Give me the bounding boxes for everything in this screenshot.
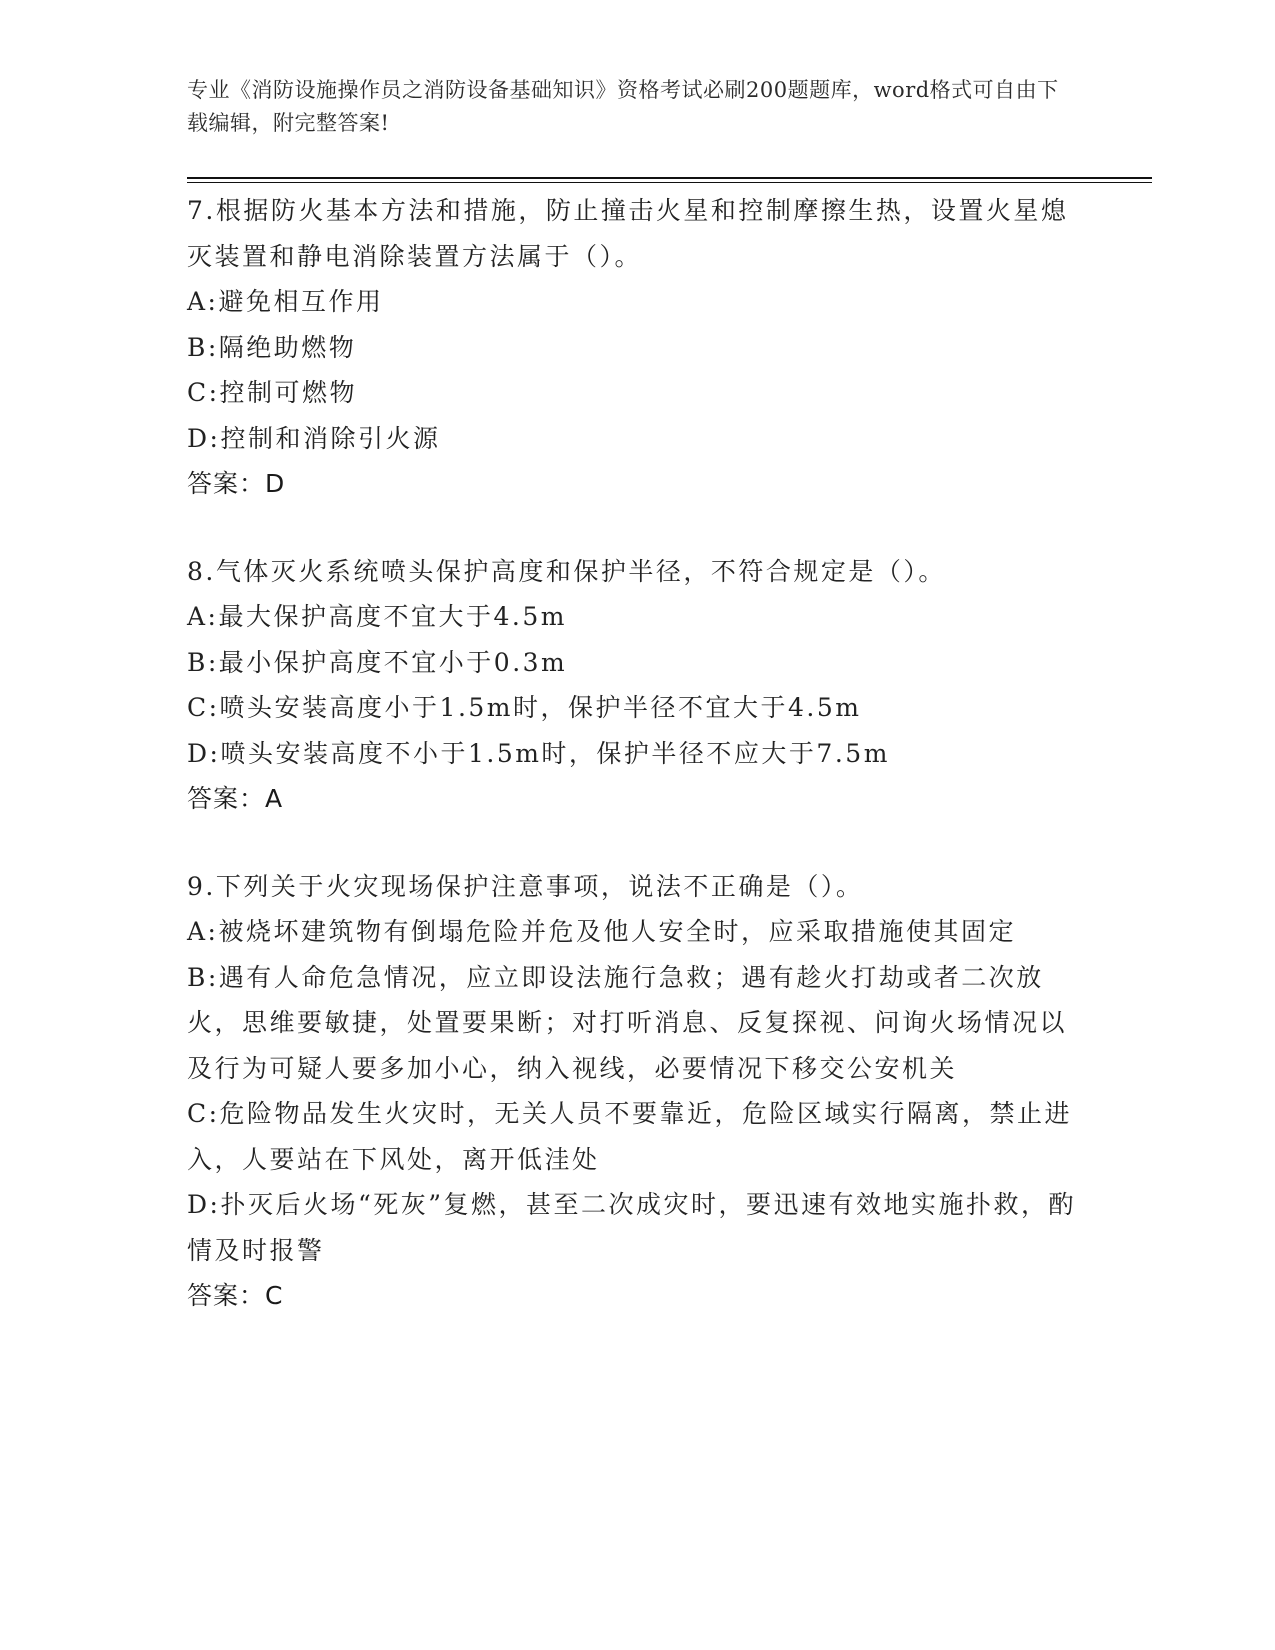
option-a: A:被烧坏建筑物有倒塌危险并危及他人安全时，应采取措施使其固定	[187, 917, 1016, 946]
question-stem: 8.气体灭火系统喷头保护高度和保护半径，不符合规定是（）。	[187, 556, 946, 586]
question-8	[187, 549, 1082, 822]
question-7	[187, 188, 1082, 507]
answer-line: 答案：A	[187, 784, 284, 813]
question-9	[187, 864, 1082, 1319]
question-list	[187, 188, 1082, 1361]
answer-line: 答案：C	[187, 1281, 284, 1310]
question-stem: 9.下列关于火灾现场保护注意事项，说法不正确是（）。	[187, 871, 864, 901]
option-c: C:控制可燃物	[187, 378, 358, 407]
option-c: C:危险物品发生火灾时，无关人员不要靠近，危险区域实行隔离，禁止进入，人要站在下风处，离开低洼处	[187, 1099, 1073, 1174]
option-d: D:喷头安装高度不小于1.5m时，保护半径不应大于7.5m	[187, 738, 890, 768]
option-d: D:控制和消除引火源	[187, 423, 441, 453]
option-d: D:扑灭后火场“死灰”复燃，甚至二次成灾时，要迅速有效地实施扑救，酌情及时报警	[187, 1190, 1077, 1265]
answer-line: 答案：D	[187, 469, 286, 498]
option-c: C:喷头安装高度小于1.5m时，保护半径不宜大于4.5m	[187, 693, 862, 722]
option-a: A:最大保护高度不宜大于4.5m	[187, 602, 567, 631]
option-b: B:最小保护高度不宜小于0.3m	[187, 647, 568, 677]
question-stem: 7.根据防火基本方法和措施，防止撞击火星和控制摩擦生热，设置火星熄灭装置和静电消除装置方法属于（）。	[187, 196, 1069, 271]
document-header: 专业《消防设施操作员之消防设备基础知识》资格考试必刷200题题库，word格式可自由下载编辑，附完整答案!	[187, 78, 1059, 135]
option-b: B:遇有人命危急情况，应立即设法施行急救；遇有趁火打劫或者二次放火，思维要敏捷，处置要果断；对打听消息、反复探视、问询火场情况以及行为可疑人要多加小心，纳入视线，必要情况下移交公安机关	[187, 962, 1068, 1083]
header-divider-thin	[187, 182, 1152, 183]
header-divider-thick	[187, 177, 1152, 179]
option-b: B:隔绝助燃物	[187, 332, 357, 362]
option-a: A:避免相互作用	[187, 287, 384, 316]
